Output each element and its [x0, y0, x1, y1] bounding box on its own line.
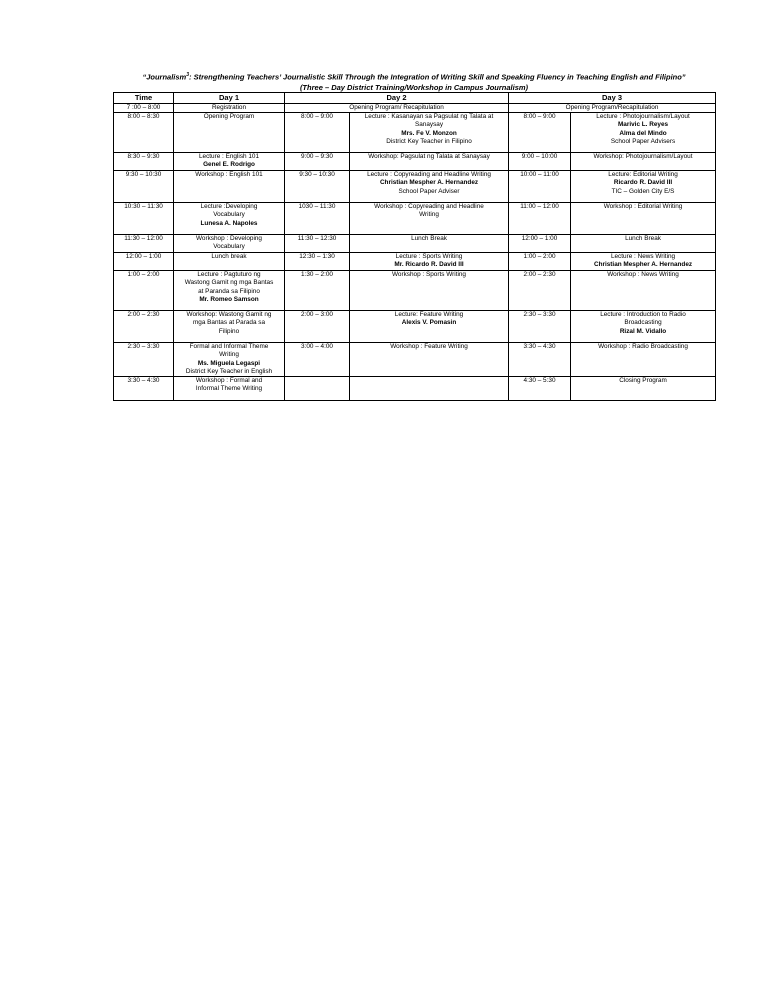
- cell-line: mga Bantas at Parada sa: [192, 319, 266, 327]
- cell-line: Workshop : English 101: [195, 171, 263, 179]
- time-cell: 12:30 – 1:30: [285, 253, 350, 271]
- speaker-name: Rizal M. Vidallo: [619, 327, 667, 335]
- time-cell: 9:00 – 9:30: [285, 153, 350, 171]
- table-row: [114, 104, 716, 113]
- cell-line: Lunch Break: [411, 235, 447, 243]
- title-text-b: : Strengthening Teachers’ Journalistic Skill Through the Integration of Writing Skill and Speaking Fluency in Teaching English and Filipino”: [188, 72, 686, 82]
- time-cell: 2:30 – 3:30: [114, 343, 174, 377]
- day-2-cell: [350, 271, 509, 311]
- time-cell: 11:30 – 12:00: [114, 235, 174, 253]
- cell-line: Workshop: Photojournalism/Layout: [593, 153, 693, 161]
- cell-line: Vocabulary: [213, 243, 245, 251]
- cell-line: at Paranda sa Filipino: [198, 287, 260, 295]
- speaker-name: Marivic L. Reyes: [617, 121, 669, 129]
- time-cell: 4:30 – 5:30: [509, 377, 571, 401]
- cell-line: Workshop : News Writing: [607, 271, 679, 279]
- schedule-table: [113, 92, 716, 401]
- time-cell: 3:30 – 4:30: [114, 377, 174, 401]
- cell-line: Writing: [219, 351, 239, 359]
- cell-line: Workshop: Pagsulat ng Talata at Sanaysay: [368, 153, 490, 161]
- day-2-cell: [350, 203, 509, 235]
- day-3-cell: [571, 113, 716, 153]
- time-cell: 9:30 – 10:30: [285, 171, 350, 203]
- cell-line: Workshop : Copyreading and Headline: [374, 203, 484, 211]
- cell-line: Lecture: Editorial Writing: [608, 171, 678, 179]
- title-superscript: 3: [186, 72, 189, 78]
- time-cell: 9:00 – 10:00: [509, 153, 571, 171]
- cell-line: Workshop : Sports Writing: [392, 271, 466, 279]
- speaker-name: Alma del Mindo: [619, 129, 667, 137]
- cell-line: Formal and Informal Theme: [189, 343, 269, 351]
- cell-line: Lecture : Introduction to Radio: [600, 311, 686, 319]
- speaker-name: Mr. Ricardo R. David III: [394, 261, 464, 269]
- header-day-2: Day 2: [285, 93, 509, 104]
- cell-line: TIC – Golden City E/S: [611, 187, 675, 195]
- table-row: [114, 235, 716, 253]
- time-cell: 10:00 – 11:00: [509, 171, 571, 203]
- cell-line: Lecture :Developing: [200, 203, 258, 211]
- schedule-body: [114, 104, 716, 401]
- day-1-cell: [174, 343, 285, 377]
- day-3-cell: [571, 377, 716, 401]
- day-2-cell: [350, 153, 509, 171]
- speaker-name: Christian Mespher A. Hernandez: [593, 261, 693, 269]
- cell-line: Workshop : Radio Broadcasting: [598, 343, 688, 351]
- title-text-a: “Journalism: [142, 72, 187, 82]
- time-cell: 1:00 – 2:00: [509, 253, 571, 271]
- table-row: [114, 311, 716, 343]
- day-1-cell: [174, 113, 285, 153]
- day-3-cell: [571, 171, 716, 203]
- time-cell: 11:30 – 12:30: [285, 235, 350, 253]
- day-3-cell: [571, 203, 716, 235]
- time-cell: 1030 – 11:30: [285, 203, 350, 235]
- time-cell: 2:00 – 2:30: [509, 271, 571, 311]
- time-cell: 7 :00 – 8:00: [114, 104, 174, 113]
- cell-line: Sanaysay: [414, 121, 444, 129]
- speaker-name: Genel E. Rodrigo: [203, 161, 255, 169]
- cell-line: Filipino: [218, 327, 240, 335]
- table-row: [114, 377, 716, 401]
- day-1-cell: [174, 311, 285, 343]
- cell-line: Opening Program: [203, 113, 255, 121]
- cell-line: Lecture : Copyreading and Headline Writing: [367, 171, 491, 179]
- time-cell: 8:00 – 9:00: [509, 113, 571, 153]
- time-cell: 8:00 – 8:30: [114, 113, 174, 153]
- title-line-1: [113, 70, 715, 83]
- speaker-name: Mr. Romeo Samson: [199, 295, 259, 303]
- cell-line: Workshop : Formal and: [195, 377, 263, 385]
- cell-line: Informal Theme Writing: [195, 385, 263, 393]
- time-cell: 1:00 – 2:00: [114, 271, 174, 311]
- time-cell: 12:00 – 1:00: [509, 235, 571, 253]
- day-2-cell: [350, 253, 509, 271]
- cell-line: School Paper Advisers: [610, 137, 676, 145]
- day-2-cell: Opening Program/ Recapitulation: [285, 104, 509, 113]
- day-1-cell: [174, 171, 285, 203]
- cell-line: Vocabulary: [213, 211, 245, 219]
- table-row: [114, 203, 716, 235]
- cell-line: Workshop : Developing: [196, 235, 262, 243]
- time-cell: 2:00 – 2:30: [114, 311, 174, 343]
- cell-line: District Key Teacher in English: [185, 367, 273, 375]
- day-2-cell: [350, 113, 509, 153]
- time-cell: 8:30 – 9:30: [114, 153, 174, 171]
- day-1-cell: [174, 271, 285, 311]
- table-row: [114, 271, 716, 311]
- header-day-3: Day 3: [509, 93, 716, 104]
- day-2-cell: [350, 377, 509, 401]
- cell-line: Broadcasting: [624, 319, 662, 327]
- day-1-cell: [174, 377, 285, 401]
- time-cell: 9:30 – 10:30: [114, 171, 174, 203]
- speaker-name: Mrs. Fe V. Monzon: [401, 129, 457, 137]
- day-3-cell: [571, 253, 716, 271]
- day-3-cell: [571, 271, 716, 311]
- cell-line: Wastong Gamit ng mga Bantas: [184, 279, 274, 287]
- day-1-cell: [174, 235, 285, 253]
- day-3-cell: [571, 343, 716, 377]
- cell-line: Workshop : Editorial Writing: [603, 203, 683, 211]
- cell-line: Lunch Break: [625, 235, 661, 243]
- cell-line: Writing: [419, 211, 439, 219]
- header-day-1: Day 1: [174, 93, 285, 104]
- cell-line: Lecture : Sports Writing: [395, 253, 463, 261]
- cell-line: Workshop : Feature Writing: [390, 343, 468, 351]
- table-row: [114, 343, 716, 377]
- cell-line: Lecture : Kasanayan sa Pagsulat ng Talata at: [364, 113, 494, 121]
- table-row: [114, 171, 716, 203]
- time-cell: 3:00 – 4:00: [285, 343, 350, 377]
- document-title: [113, 70, 715, 93]
- cell-line: Closing Program: [619, 377, 667, 385]
- day-2-cell: [350, 171, 509, 203]
- table-row: [114, 113, 716, 153]
- header-row: [114, 93, 716, 104]
- day-3-cell: Opening Program/Recapitulation: [509, 104, 716, 113]
- time-cell: 10:30 – 11:30: [114, 203, 174, 235]
- table-row: [114, 253, 716, 271]
- time-cell: 2:00 – 3:00: [285, 311, 350, 343]
- cell-line: Lecture : Pagtuturo ng: [197, 271, 261, 279]
- cell-line: Workshop: Wastong Gamit ng: [186, 311, 272, 319]
- day-3-cell: [571, 311, 716, 343]
- day-1-cell: Registration: [174, 104, 285, 113]
- cell-line: District Key Teacher in Filipino: [386, 137, 472, 145]
- time-cell: 1:30 – 2:00: [285, 271, 350, 311]
- cell-line: Lunch break: [211, 253, 247, 261]
- day-2-cell: [350, 235, 509, 253]
- speaker-name: Alexis V. Pomasin: [401, 319, 457, 327]
- speaker-name: Ms. Miguela Legaspi: [197, 359, 261, 367]
- time-cell: 12:00 – 1:00: [114, 253, 174, 271]
- title-line-2: (Three – Day District Training/Workshop in Campus Journalism): [299, 82, 529, 92]
- day-1-cell: [174, 203, 285, 235]
- cell-line: Lecture : News Writing: [610, 253, 676, 261]
- day-3-cell: [571, 153, 716, 171]
- time-cell: [285, 377, 350, 401]
- day-1-cell: [174, 253, 285, 271]
- speaker-name: Ricardo R. David III: [613, 179, 673, 187]
- day-2-cell: [350, 311, 509, 343]
- speaker-name: Lunesa A. Napoles: [200, 219, 258, 227]
- cell-line: Lecture : Photojournalism/Layout: [596, 113, 690, 121]
- day-2-cell: [350, 343, 509, 377]
- time-cell: 8:00 – 9:00: [285, 113, 350, 153]
- header-time: Time: [114, 93, 174, 104]
- time-cell: 2:30 – 3:30: [509, 311, 571, 343]
- time-cell: 3:30 – 4:30: [509, 343, 571, 377]
- cell-line: Lecture: Feature Writing: [394, 311, 464, 319]
- cell-line: School Paper Adviser: [398, 187, 460, 195]
- time-cell: 11:00 – 12:00: [509, 203, 571, 235]
- table-row: [114, 153, 716, 171]
- cell-line: Lecture : English 101: [198, 153, 260, 161]
- day-3-cell: [571, 235, 716, 253]
- day-1-cell: [174, 153, 285, 171]
- speaker-name: Christian Mespher A. Hernandez: [379, 179, 479, 187]
